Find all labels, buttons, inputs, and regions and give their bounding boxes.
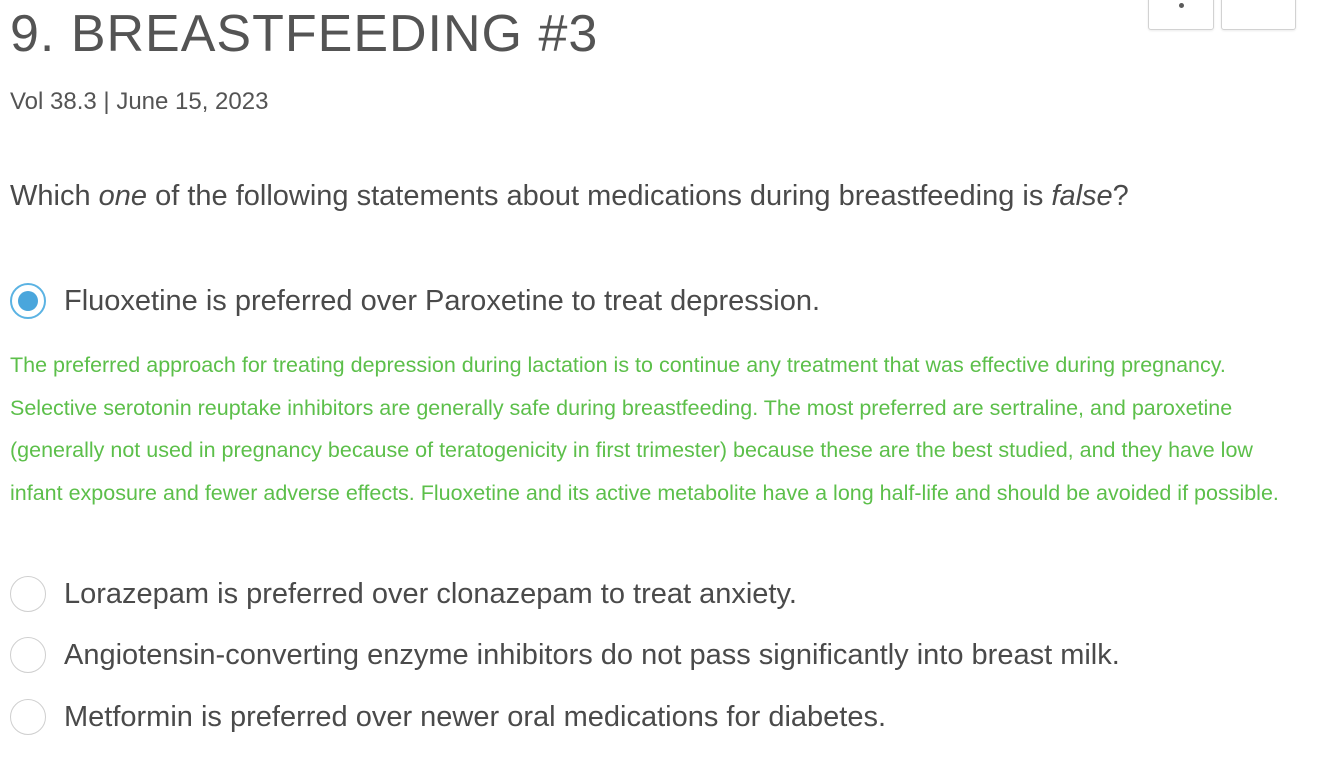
- radio-button[interactable]: [10, 637, 46, 673]
- more-button[interactable]: [1148, 0, 1214, 30]
- question-part: ?: [1112, 180, 1129, 212]
- answer-label[interactable]: Fluoxetine is preferred over Paroxetine to treat depression.: [64, 285, 821, 317]
- answer-explanation: The preferred approach for treating depression during lactation is to continue any treatment that was effective during pregnancy. Selective serotonin reuptake inhibitors are generally safe during breastfeeding. The most preferred are sertraline, and paroxetine (generally not used in pregnancy because of teratogenicity in first trimester) because these are the best studied, and they have low infant exposure and fewer adverse effects. Fluoxetine and its active metabolite have a long half-life and should be avoided if possible.: [10, 353, 1279, 505]
- question-emphasis-one: one: [98, 180, 148, 212]
- more-icon: [1179, 3, 1184, 8]
- question-part: Which: [10, 180, 99, 212]
- radio-button[interactable]: [10, 576, 46, 612]
- answer-label[interactable]: Angiotensin-converting enzyme inhibitors do not pass significantly into breast milk.: [64, 639, 1120, 671]
- question-emphasis-false: false: [1051, 180, 1113, 212]
- radio-button[interactable]: [10, 699, 46, 735]
- page-title: 9. BREASTFEEDING #3: [10, 5, 599, 63]
- issue-meta: Vol 38.3 | June 15, 2023: [10, 88, 269, 115]
- question-part: of the following statements about medications during breastfeeding is: [147, 180, 1052, 212]
- question-text: [10, 176, 1129, 216]
- print-icon: [1246, 0, 1274, 3]
- print-button[interactable]: [1221, 0, 1296, 30]
- radio-button-selected[interactable]: [10, 283, 46, 319]
- answer-label[interactable]: Lorazepam is preferred over clonazepam to treat anxiety.: [64, 578, 797, 610]
- answer-label[interactable]: Metformin is preferred over newer oral medications for diabetes.: [64, 701, 887, 733]
